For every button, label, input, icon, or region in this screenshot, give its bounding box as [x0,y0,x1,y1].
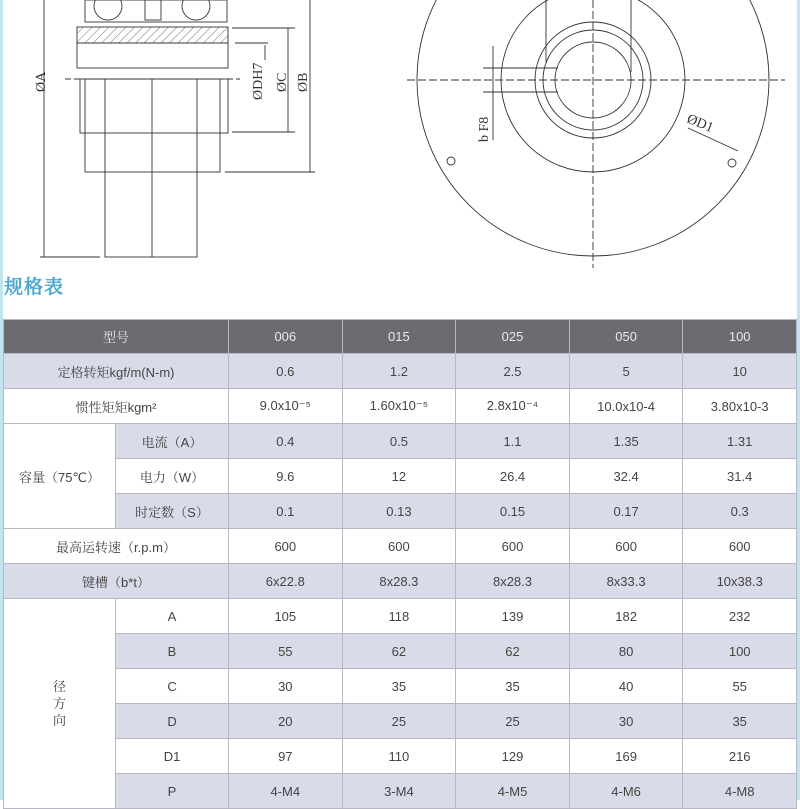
dim-label-bf8: b F8 [477,116,492,142]
header-row [4,320,797,354]
table-row [4,494,797,529]
table-row [4,669,797,704]
table-row [4,424,797,459]
table-cell: 3.80x10-3 [683,389,797,424]
row-label: 时定数（S） [116,494,229,529]
table-cell: 0.1 [229,494,343,529]
row-label: 定格转矩kgf/m(N-m) [4,354,229,389]
table-cell: 40 [569,669,683,704]
dim-label-d1: ØD1 [684,111,716,136]
table-cell: 600 [229,529,343,564]
row-label: A [116,599,229,634]
table-cell: 80 [569,634,683,669]
table-cell: 0.4 [229,424,343,459]
table-cell: 600 [342,529,456,564]
table-cell: 118 [342,599,456,634]
table-cell: 97 [229,739,343,774]
table-cell: 1.35 [569,424,683,459]
table-cell: 20 [229,704,343,739]
table-cell: 0.3 [683,494,797,529]
row-label: 电流（A） [116,424,229,459]
table-cell: 25 [456,704,570,739]
table-cell: 2.5 [456,354,570,389]
table-cell: 600 [456,529,570,564]
table-cell: 232 [683,599,797,634]
row-label: 电力（W） [116,459,229,494]
table-cell: 600 [569,529,683,564]
table-cell: 4-M5 [456,774,570,809]
table-cell: 169 [569,739,683,774]
row-label: 最高运转速（r.p.m） [4,529,229,564]
row-label: 键槽（b*t） [4,564,229,599]
table-cell: 35 [683,704,797,739]
row-label: D [116,704,229,739]
table-cell: 600 [683,529,797,564]
table-cell: 30 [229,669,343,704]
header-model: 型号 [4,320,229,354]
table-row [4,459,797,494]
header-cell: 006 [229,320,343,354]
table-cell: 25 [342,704,456,739]
table-cell: 5 [569,354,683,389]
table-cell: 0.6 [229,354,343,389]
table-cell: 4-M6 [569,774,683,809]
table-row [4,354,797,389]
table-cell: 9.0x10⁻⁵ [229,389,343,424]
table-cell: 12 [342,459,456,494]
table-cell: 139 [456,599,570,634]
table-cell: 55 [683,669,797,704]
table-cell: 8x28.3 [456,564,570,599]
dim-label-b: ØB [296,72,311,92]
table-cell: 4-M4 [229,774,343,809]
dim-label-dh7: ØDH7 [251,62,266,100]
row-label: B [116,634,229,669]
table-cell: 0.17 [569,494,683,529]
table-cell: 0.15 [456,494,570,529]
table-cell: 1.31 [683,424,797,459]
table-cell: 10 [683,354,797,389]
technical-drawing [0,0,800,270]
dim-label-c: ØC [275,72,290,92]
table-cell: 129 [456,739,570,774]
table-cell: 26.4 [456,459,570,494]
row-label: P [116,774,229,809]
table-cell: 31.4 [683,459,797,494]
table-cell: 30 [569,704,683,739]
section-title: 规格表 [4,277,65,298]
dim-label-a: ØA [34,71,49,92]
table-cell: 0.5 [342,424,456,459]
spec-table [3,319,797,809]
table-cell: 4-M8 [683,774,797,809]
table-cell: 10.0x10-4 [569,389,683,424]
front-view [407,0,785,268]
table-row [4,564,797,599]
table-row [4,599,797,634]
table-cell: 3-M4 [342,774,456,809]
table-row [4,529,797,564]
table-cell: 1.60x10⁻⁵ [342,389,456,424]
table-cell: 100 [683,634,797,669]
table-cell: 10x38.3 [683,564,797,599]
table-cell: 35 [342,669,456,704]
header-cell: 015 [342,320,456,354]
table-cell: 6x22.8 [229,564,343,599]
row-label: 惯性矩矩kgm² [4,389,229,424]
table-row [4,739,797,774]
table-cell: 2.8x10⁻⁴ [456,389,570,424]
table-cell: 182 [569,599,683,634]
table-cell: 1.2 [342,354,456,389]
table-cell: 216 [683,739,797,774]
table-cell: 105 [229,599,343,634]
header-cell: 050 [569,320,683,354]
header-cell: 100 [683,320,797,354]
table-row [4,634,797,669]
table-cell: 110 [342,739,456,774]
table-row [4,704,797,739]
table-row [4,389,797,424]
table-row [4,774,797,809]
table-cell: 55 [229,634,343,669]
table-cell: 8x28.3 [342,564,456,599]
table-cell: 35 [456,669,570,704]
table-cell: 8x33.3 [569,564,683,599]
table-cell: 62 [342,634,456,669]
table-cell: 1.1 [456,424,570,459]
row-label: C [116,669,229,704]
table-cell: 32.4 [569,459,683,494]
group-label: 径方向 [4,599,116,809]
table-cell: 9.6 [229,459,343,494]
side-view [40,0,315,257]
header-cell: 025 [456,320,570,354]
group-label: 容量（75℃） [4,424,116,529]
table-cell: 62 [456,634,570,669]
table-cell: 0.13 [342,494,456,529]
row-label: D1 [116,739,229,774]
